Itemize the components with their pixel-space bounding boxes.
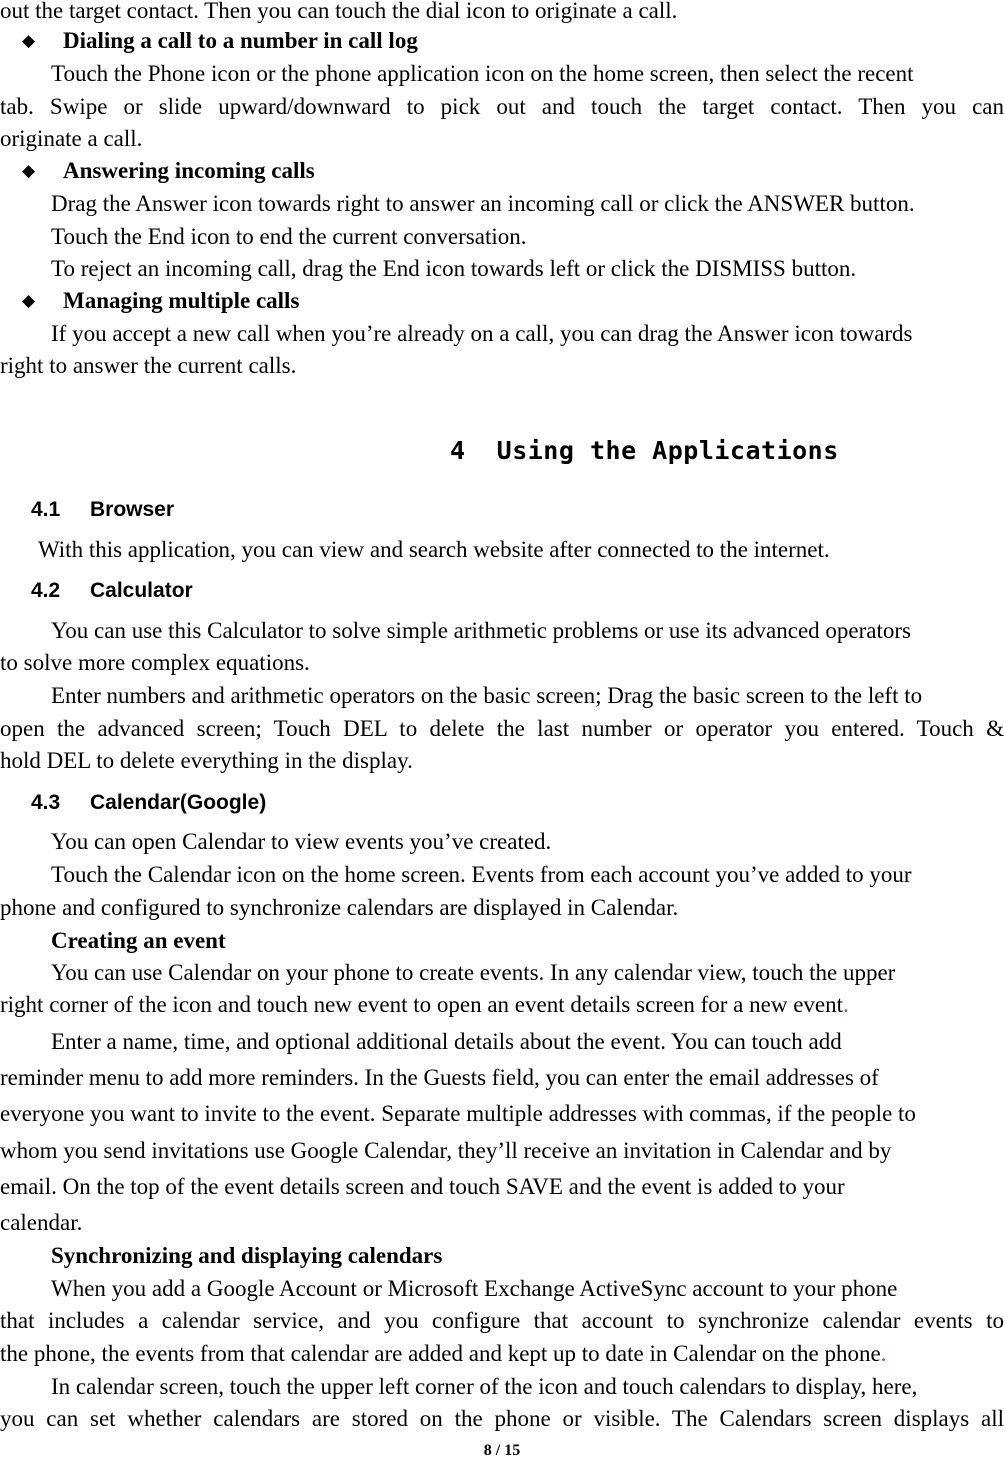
paragraph-line: To reject an incoming call, drag the End icon towards left or click the DISMISS button. bbox=[51, 256, 857, 281]
paragraph-line: that includes a calendar service, and you configure that account to synchronize calendar events to bbox=[0, 1308, 1004, 1333]
red-period: . bbox=[880, 1341, 887, 1366]
paragraph-line: tab. Swipe or slide upward/downward to pick out and touch the target contact. Then you can bbox=[0, 94, 1004, 119]
paragraph-line: Enter a name, time, and optional additional details about the event. You can touch add bbox=[51, 1029, 842, 1054]
chapter-title: 4 Using the Applications bbox=[450, 436, 839, 465]
paragraph-line: you can set whether calendars are stored on the phone or visible. The Calendars screen displays all bbox=[0, 1406, 1004, 1431]
paragraph-line: Enter numbers and arithmetic operators on the basic screen; Drag the basic screen to the left to bbox=[51, 683, 923, 708]
paragraph-text: the phone, the events from that calendar are added and kept up to date in Calendar on the phone bbox=[0, 1341, 881, 1366]
paragraph-line: Drag the Answer icon towards right to answer an incoming call or click the ANSWER button. bbox=[51, 191, 915, 216]
paragraph-line bbox=[0, 990, 849, 1020]
section-title-calculator: Calculator bbox=[90, 579, 193, 602]
paragraph-line: You can open Calendar to view events you’ve created. bbox=[51, 829, 552, 854]
paragraph-line: Touch the Calendar icon on the home screen. Events from each account you’ve added to your bbox=[51, 862, 912, 887]
bullet-heading-answer: Answering incoming calls bbox=[63, 158, 315, 183]
bullet-diamond-icon: ◆ bbox=[22, 31, 36, 51]
paragraph-line: phone and configured to synchronize calendars are displayed in Calendar. bbox=[0, 895, 679, 920]
red-period: . bbox=[843, 992, 849, 1017]
paragraph-line: open the advanced screen; Touch DEL to delete the last number or operator you entered. Touch & bbox=[0, 716, 1004, 741]
paragraph-line: You can use this Calculator to solve simple arithmetic problems or use its advanced operators bbox=[51, 618, 911, 643]
bullet-diamond-icon: ◆ bbox=[22, 161, 36, 181]
paragraph-line: You can use Calendar on your phone to create events. In any calendar view, touch the upper bbox=[51, 960, 896, 985]
paragraph-line: out the target contact. Then you can touch the dial icon to originate a call. bbox=[0, 0, 678, 23]
paragraph-line: If you accept a new call when you’re already on a call, you can drag the Answer icon towards bbox=[51, 321, 913, 346]
section-number: 4.2 bbox=[31, 579, 61, 602]
paragraph-line: With this application, you can view and search website after connected to the internet. bbox=[38, 537, 830, 562]
paragraph-line: hold DEL to delete everything in the display. bbox=[0, 748, 413, 773]
paragraph-line: Touch the Phone icon or the phone application icon on the home screen, then select the recent bbox=[51, 61, 914, 86]
paragraph-line: reminder menu to add more reminders. In the Guests field, you can enter the email addresses of bbox=[0, 1065, 879, 1090]
paragraph-line: Touch the End icon to end the current conversation. bbox=[51, 224, 527, 249]
subheading-synchronizing: Synchronizing and displaying calendars bbox=[51, 1243, 443, 1268]
paragraph-line: email. On the top of the event details screen and touch SAVE and the event is added to your bbox=[0, 1174, 845, 1199]
paragraph-line: In calendar screen, touch the upper left corner of the icon and touch calendars to display, here, bbox=[51, 1374, 918, 1399]
paragraph-line: to solve more complex equations. bbox=[0, 650, 310, 675]
bullet-heading-multiple-calls: Managing multiple calls bbox=[63, 288, 300, 313]
paragraph-line: right to answer the current calls. bbox=[0, 353, 297, 378]
bullet-heading-dial-log: Dialing a call to a number in call log bbox=[63, 28, 418, 53]
section-number: 4.1 bbox=[31, 498, 61, 521]
section-title-browser: Browser bbox=[90, 498, 175, 521]
section-number: 4.3 bbox=[31, 791, 61, 814]
bullet-diamond-icon: ◆ bbox=[22, 291, 36, 311]
paragraph-line: When you add a Google Account or Microsoft Exchange ActiveSync account to your phone bbox=[51, 1276, 898, 1301]
paragraph-line: originate a call. bbox=[0, 126, 143, 151]
subheading-creating-event: Creating an event bbox=[51, 928, 226, 953]
section-title-calendar: Calendar(Google) bbox=[90, 791, 267, 814]
paragraph-line: whom you send invitations use Google Calendar, they’ll receive an invitation in Calendar and by bbox=[0, 1138, 892, 1163]
paragraph-line bbox=[0, 1339, 886, 1369]
paragraph-text: right corner of the icon and touch new event to open an event details screen for a new event bbox=[0, 992, 844, 1017]
page-number: 8 / 15 bbox=[483, 1442, 521, 1459]
paragraph-line: calendar. bbox=[0, 1210, 83, 1235]
paragraph-line: everyone you want to invite to the event. Separate multiple addresses with commas, if the people to bbox=[0, 1101, 916, 1126]
